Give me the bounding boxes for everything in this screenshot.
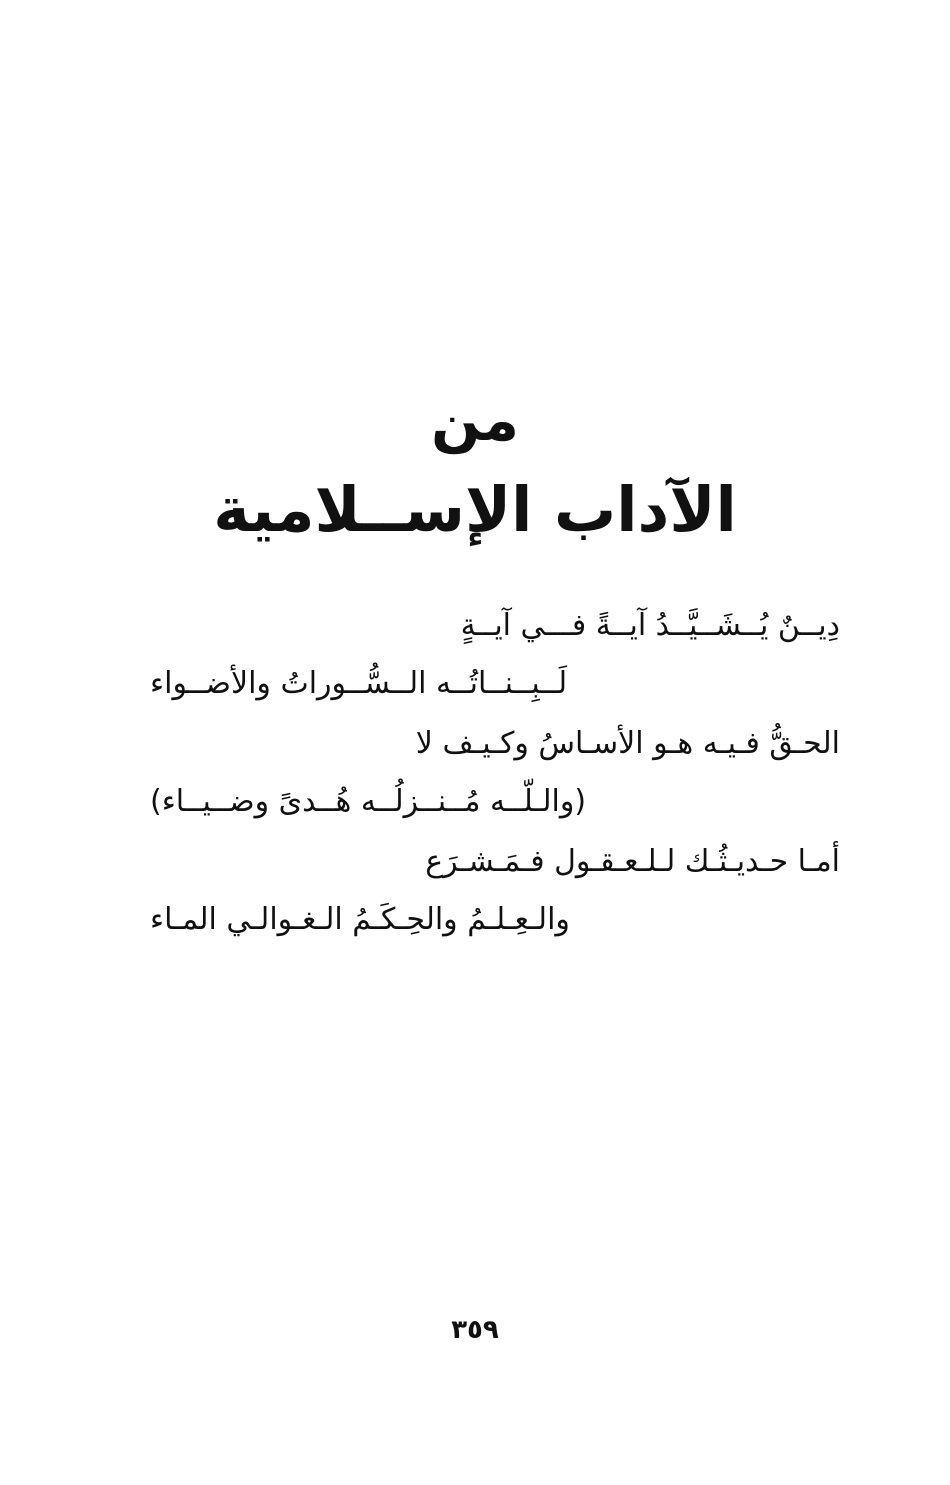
- verse-2-second-hemistich: (والـلّــه مُــنــزلُــه هُــدىً وضــيــاء): [150, 784, 587, 819]
- verse-1: [150, 600, 840, 718]
- verse-1-first-hemistich: دِيــنٌ يُــشَــيَّــدُ آيــةً فـــي آيــةٍ: [460, 608, 840, 643]
- page-number: ٣٥٩: [451, 1315, 499, 1345]
- heading-line-1: من: [430, 386, 520, 454]
- verse-3-first-hemistich: أمـا حـديـثُـك لـلـعـقـول فـمَـشـرَع: [425, 844, 840, 879]
- poem: [150, 600, 840, 954]
- verse-2: [150, 718, 840, 836]
- verse-2-first-hemistich: الحـقُّ فـيـه هـو الأسـاسُ وكـيـف لا: [415, 726, 840, 761]
- heading-line-2: الآداب الإســلامية: [213, 473, 737, 546]
- verse-1-second-hemistich: لَــبِــنــاتُــه الــسُّــوراتُ والأضــواء: [150, 666, 568, 701]
- verse-3-second-hemistich: والـعِـلـمُ والحِـكَـمُ الـغـوالـي المـاء: [150, 902, 570, 937]
- verse-3: [150, 836, 840, 954]
